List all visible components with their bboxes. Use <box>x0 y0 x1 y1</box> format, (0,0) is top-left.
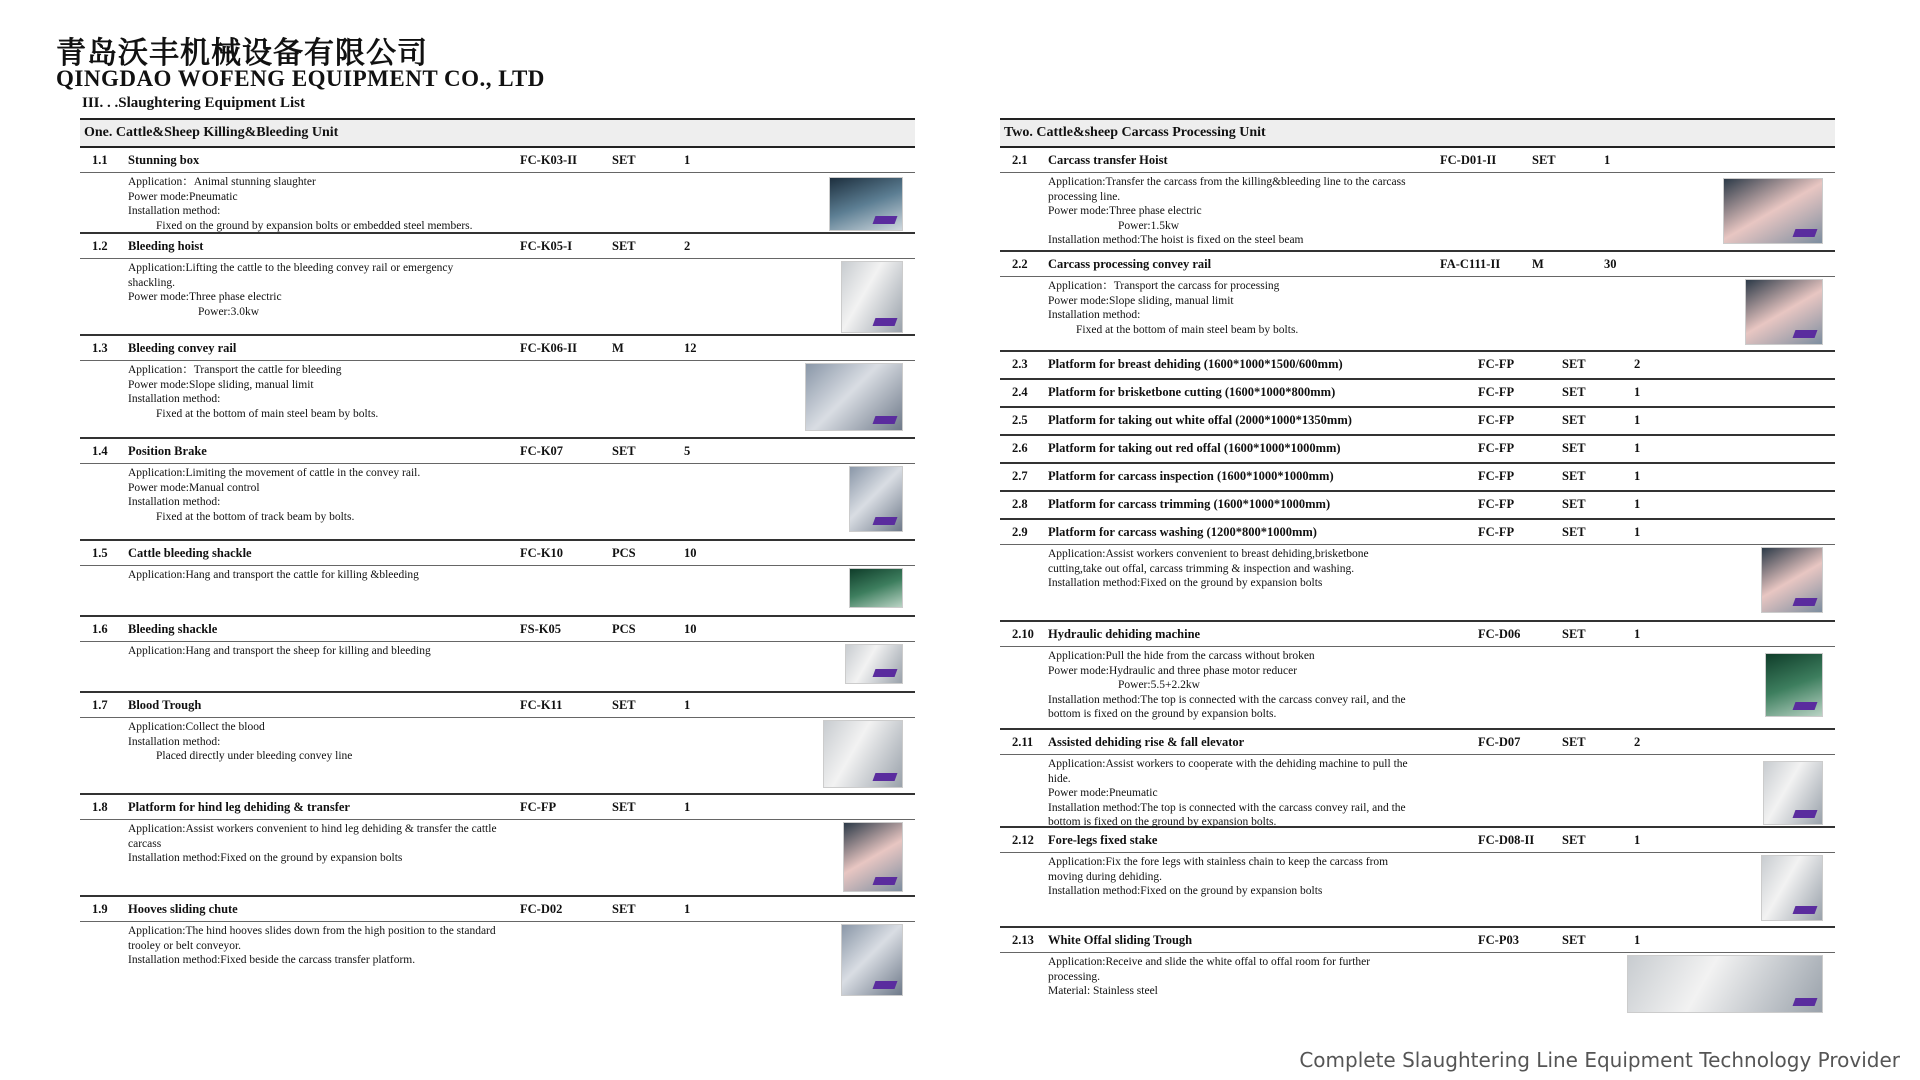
item-model: FC-D08-II <box>1478 832 1535 847</box>
item-quantity: 1 <box>1634 626 1641 641</box>
item-unit: SET <box>612 152 636 167</box>
item-model: FC-FP <box>1478 413 1515 427</box>
item-unit: SET <box>1562 734 1586 749</box>
item-unit: SET <box>612 901 636 916</box>
equipment-item <box>80 148 915 234</box>
item-name: Platform for carcass inspection (1600*1000*1000mm) <box>1048 469 1334 483</box>
item-header-row <box>80 541 915 566</box>
item-name: Platform for brisketbone cutting (1600*1000*800mm) <box>1048 385 1336 399</box>
stunning-box-photo <box>829 177 903 231</box>
equipment-item <box>1000 408 1835 436</box>
item-model: FA-C111-II <box>1440 256 1501 271</box>
item-unit: PCS <box>612 621 636 636</box>
item-number: 2.2 <box>1012 256 1028 271</box>
item-quantity: 1 <box>1604 152 1611 167</box>
item-name: Platform for hind leg dehiding & transfer <box>128 799 350 814</box>
item-header-row <box>80 795 915 820</box>
item-unit: SET <box>1562 385 1586 399</box>
item-name: Bleeding hoist <box>128 238 204 253</box>
item-quantity: 1 <box>684 901 691 916</box>
item-name: Bleeding convey rail <box>128 340 237 355</box>
equipment-item <box>80 234 915 336</box>
item-unit: SET <box>612 443 636 458</box>
item-quantity: 1 <box>1634 524 1641 539</box>
item-description: Application:Pull the hide from the carcass without broken Power mode:Hydraulic and three phase motor reducer Power:5.5+2.2kw Installation method:The top is connected with the carcass convey rail, and the bottom is fixed on the ground by expansion bolts. <box>1048 650 1406 720</box>
item-name: Assisted dehiding rise & fall elevator <box>1048 734 1245 749</box>
item-name: Hooves sliding chute <box>128 901 238 916</box>
item-number: 1.7 <box>92 697 108 712</box>
item-model: FC-K05-I <box>520 238 573 253</box>
item-model: FC-K11 <box>520 697 563 712</box>
equipment-item <box>80 439 915 541</box>
item-name: White Offal sliding Trough <box>1048 932 1193 947</box>
item-description: Application:Assist workers convenient to hind leg dehiding & transfer the cattle carcass Installation method:Fixed on the ground by expansion bolts <box>128 823 497 864</box>
item-unit: SET <box>1562 626 1586 641</box>
item-model: FC-FP <box>1478 385 1515 399</box>
item-number: 2.1 <box>1012 152 1028 167</box>
item-model: FC-FP <box>520 799 557 814</box>
item-model: FC-D02 <box>520 901 563 916</box>
item-number: 1.9 <box>92 901 108 916</box>
footer-tagline: Complete Slaughtering Line Equipment Technology Provider <box>1299 1048 1900 1072</box>
bleeding-hoist-photo <box>841 261 903 333</box>
item-model: FC-K07 <box>520 443 564 458</box>
item-unit: SET <box>1562 413 1586 427</box>
item-number: 1.6 <box>92 621 108 636</box>
fore-legs-stake-photo <box>1761 855 1823 921</box>
item-header-row <box>1000 380 1835 405</box>
item-quantity: 12 <box>684 340 697 355</box>
equipment-item <box>80 617 915 693</box>
item-name: Stunning box <box>128 152 200 167</box>
item-quantity: 30 <box>1604 256 1617 271</box>
item-header-row <box>1000 408 1835 433</box>
item-description: Application:The hind hooves slides down from the high position to the standard trooley or belt conveyor. Installation method:Fixed beside the carcass transfer platform. <box>128 925 496 966</box>
item-quantity: 1 <box>684 697 691 712</box>
item-description: Application:Receive and slide the white offal to offal room for further processing. Material: Stainless steel <box>1048 956 1371 997</box>
equipment-item <box>1000 622 1835 730</box>
item-number: 2.9 <box>1012 524 1028 539</box>
item-header-row <box>1000 464 1835 489</box>
item-unit: M <box>1532 256 1544 271</box>
equipment-item <box>80 795 915 897</box>
item-header-row <box>1000 828 1835 853</box>
item-model: FC-FP <box>1478 357 1515 371</box>
item-unit: PCS <box>612 545 636 560</box>
item-header-row <box>1000 520 1835 545</box>
item-header-row <box>80 439 915 464</box>
item-number: 1.4 <box>92 443 108 458</box>
equipment-item <box>1000 464 1835 492</box>
item-header-row <box>1000 928 1835 953</box>
item-unit: M <box>612 340 624 355</box>
item-header-row <box>80 617 915 642</box>
item-quantity: 1 <box>684 799 691 814</box>
item-number: 1.5 <box>92 545 108 560</box>
item-quantity: 1 <box>1634 441 1641 455</box>
item-number: 2.6 <box>1012 441 1028 455</box>
equipment-item <box>1000 148 1835 252</box>
carcass-convey-rail-photo <box>1745 279 1823 345</box>
item-model: FC-K06-II <box>520 340 577 355</box>
item-unit: SET <box>1562 469 1586 483</box>
item-name: Platform for taking out red offal (1600*1000*1000mm) <box>1048 441 1341 455</box>
item-number: 2.4 <box>1012 385 1028 399</box>
item-description: Application:Hang and transport the sheep for killing and bleeding <box>128 645 431 657</box>
item-number: 2.7 <box>1012 469 1028 483</box>
item-number: 2.8 <box>1012 497 1028 511</box>
item-model: FC-D06 <box>1478 626 1521 641</box>
item-model: FC-FP <box>1478 469 1515 483</box>
item-header-row <box>1000 352 1835 377</box>
bleeding-convey-rail-photo <box>805 363 903 431</box>
item-number: 1.2 <box>92 238 108 253</box>
list-title: III. . .Slaughtering Equipment List <box>82 95 305 111</box>
equipment-item <box>1000 252 1835 352</box>
item-name: Blood Trough <box>128 697 202 712</box>
item-number: 2.12 <box>1012 832 1034 847</box>
item-model: FC-FP <box>1478 497 1515 511</box>
item-unit: SET <box>612 697 636 712</box>
equipment-item <box>1000 730 1835 828</box>
item-description: Application:Fix the fore legs with stainless chain to keep the carcass from moving during dehiding. Installation method:Fixed on the ground by expansion bolts <box>1048 856 1389 897</box>
item-number: 1.8 <box>92 799 108 814</box>
item-unit: SET <box>1562 357 1586 371</box>
item-description: Application:Collect the blood Installation method: Placed directly under bleeding convey line <box>128 721 353 762</box>
item-quantity: 1 <box>1634 832 1641 847</box>
item-model: FS-K05 <box>520 621 561 636</box>
equipment-item <box>1000 380 1835 408</box>
carcass-transfer-hoist-photo <box>1723 178 1823 244</box>
item-name: Carcass processing convey rail <box>1048 256 1212 271</box>
item-header-row <box>1000 492 1835 517</box>
equipment-item <box>80 336 915 439</box>
item-unit: SET <box>1532 152 1556 167</box>
item-description: Application:Transfer the carcass from the killing&bleeding line to the carcass processing line. Power mode:Three phase electric Power:1.5kw Installation method:The hoist is fixed on the steel beam <box>1048 176 1406 246</box>
cattle-bleeding-shackle-photo <box>849 568 903 608</box>
item-description: Application:Hang and transport the cattle for killing &bleeding <box>128 569 419 581</box>
item-model: FC-D07 <box>1478 734 1521 749</box>
item-name: Platform for breast dehiding (1600*1000*1500/600mm) <box>1048 357 1343 371</box>
item-header-row <box>1000 622 1835 647</box>
item-header-row <box>80 336 915 361</box>
item-number: 2.13 <box>1012 932 1034 947</box>
item-unit: SET <box>1562 832 1586 847</box>
item-quantity: 1 <box>1634 497 1641 511</box>
section-title: Two. Cattle&sheep Carcass Processing Unit <box>1000 118 1835 148</box>
blood-trough-photo <box>823 720 903 788</box>
item-quantity: 10 <box>684 545 697 560</box>
item-header-row <box>80 693 915 718</box>
item-name: Cattle bleeding shackle <box>128 545 252 560</box>
item-quantity: 1 <box>1634 413 1641 427</box>
equipment-item <box>1000 828 1835 928</box>
item-description: Application：Transport the cattle for bleeding Power mode:Slope sliding, manual limit Installation method: Fixed at the bottom of main steel beam by bolts. <box>128 364 379 420</box>
section-carcass-processing <box>1000 118 1835 1024</box>
company-name-chinese: 青岛沃丰机械设备有限公司 <box>56 36 428 71</box>
equipment-item <box>1000 520 1835 622</box>
item-model: FC-K10 <box>520 545 564 560</box>
item-unit: SET <box>1562 497 1586 511</box>
item-name: Platform for carcass washing (1200*800*1000mm) <box>1048 524 1317 539</box>
section-killing-bleeding <box>80 118 915 997</box>
item-name: Position Brake <box>128 443 207 458</box>
item-model: FC-FP <box>1478 524 1515 539</box>
equipment-item <box>1000 436 1835 464</box>
hind-leg-platform-photo <box>843 822 903 892</box>
item-description: Application：Transport the carcass for processing Power mode:Slope sliding, manual limit Installation method: Fixed at the bottom of main steel beam by bolts. <box>1048 280 1299 336</box>
equipment-item <box>80 541 915 617</box>
item-number: 2.3 <box>1012 357 1028 371</box>
item-description: Application:Assist workers convenient to breast dehiding,brisketbone cutting,take out offal, carcass trimming & inspection and washing. Installation method:Fixed on the ground by expansion bolts <box>1048 548 1369 589</box>
section-title: One. Cattle&Sheep Killing&Bleeding Unit <box>80 118 915 148</box>
item-unit: SET <box>612 799 636 814</box>
item-header-row <box>1000 730 1835 755</box>
item-name: Fore-legs fixed stake <box>1048 832 1158 847</box>
item-model: FC-D01-II <box>1440 152 1497 167</box>
item-number: 1.3 <box>92 340 108 355</box>
item-name: Carcass transfer Hoist <box>1048 152 1168 167</box>
equipment-item <box>1000 928 1835 1024</box>
item-quantity: 2 <box>1634 357 1641 371</box>
item-number: 2.5 <box>1012 413 1028 427</box>
item-name: Bleeding shackle <box>128 621 218 636</box>
item-model: FC-K03-II <box>520 152 577 167</box>
platforms-photo <box>1761 547 1823 613</box>
company-name-english: QINGDAO WOFENG EQUIPMENT CO., LTD <box>56 66 545 91</box>
item-number: 2.11 <box>1012 734 1034 749</box>
item-description: Application:Assist workers to cooperate with the dehiding machine to pull the hide. Power mode:Pneumatic Installation method:The top is connected with the carcass convey rail, and the bottom is fixed on the ground by expansion bolts. <box>1048 758 1408 828</box>
equipment-item <box>1000 352 1835 380</box>
hooves-sliding-chute-photo <box>841 924 903 996</box>
item-number: 2.10 <box>1012 626 1034 641</box>
equipment-item <box>80 897 915 997</box>
item-number: 1.1 <box>92 152 108 167</box>
item-header-row <box>1000 148 1835 173</box>
equipment-item <box>1000 492 1835 520</box>
item-unit: SET <box>1562 932 1586 947</box>
item-name: Hydraulic dehiding machine <box>1048 626 1201 641</box>
item-description: Application:Lifting the cattle to the bleeding convey rail or emergency shackling. Power mode:Three phase electric Power:3.0kw <box>128 262 454 318</box>
item-header-row <box>80 897 915 922</box>
item-quantity: 1 <box>684 152 691 167</box>
item-header-row <box>1000 436 1835 461</box>
item-header-row <box>1000 252 1835 277</box>
item-quantity: 5 <box>684 443 691 458</box>
item-name: Platform for taking out white offal (2000*1000*1350mm) <box>1048 413 1352 427</box>
item-quantity: 2 <box>684 238 691 253</box>
item-quantity: 1 <box>1634 385 1641 399</box>
item-unit: SET <box>612 238 636 253</box>
item-quantity: 1 <box>1634 932 1641 947</box>
item-unit: SET <box>1562 441 1586 455</box>
item-quantity: 10 <box>684 621 697 636</box>
item-name: Platform for carcass trimming (1600*1000*1000mm) <box>1048 497 1331 511</box>
bleeding-shackle-photo <box>845 644 903 684</box>
equipment-item <box>80 693 915 795</box>
item-description: Application:Limiting the movement of cattle in the convey rail. Power mode:Manual control Installation method: Fixed at the bottom of track beam by bolts. <box>128 467 421 523</box>
dehiding-elevator-photo <box>1763 761 1823 825</box>
item-quantity: 2 <box>1634 734 1641 749</box>
item-unit: SET <box>1562 524 1586 539</box>
white-offal-trough-photo <box>1627 955 1823 1013</box>
item-model: FC-P03 <box>1478 932 1519 947</box>
position-brake-photo <box>849 466 903 532</box>
item-header-row <box>80 148 915 173</box>
item-quantity: 1 <box>1634 469 1641 483</box>
item-header-row <box>80 234 915 259</box>
item-description: Application：Animal stunning slaughter Power mode:Pneumatic Installation method: Fixed on the ground by expansion bolts or embedded steel members. <box>128 176 473 232</box>
hydraulic-dehiding-machine-photo <box>1765 653 1823 717</box>
item-model: FC-FP <box>1478 441 1515 455</box>
